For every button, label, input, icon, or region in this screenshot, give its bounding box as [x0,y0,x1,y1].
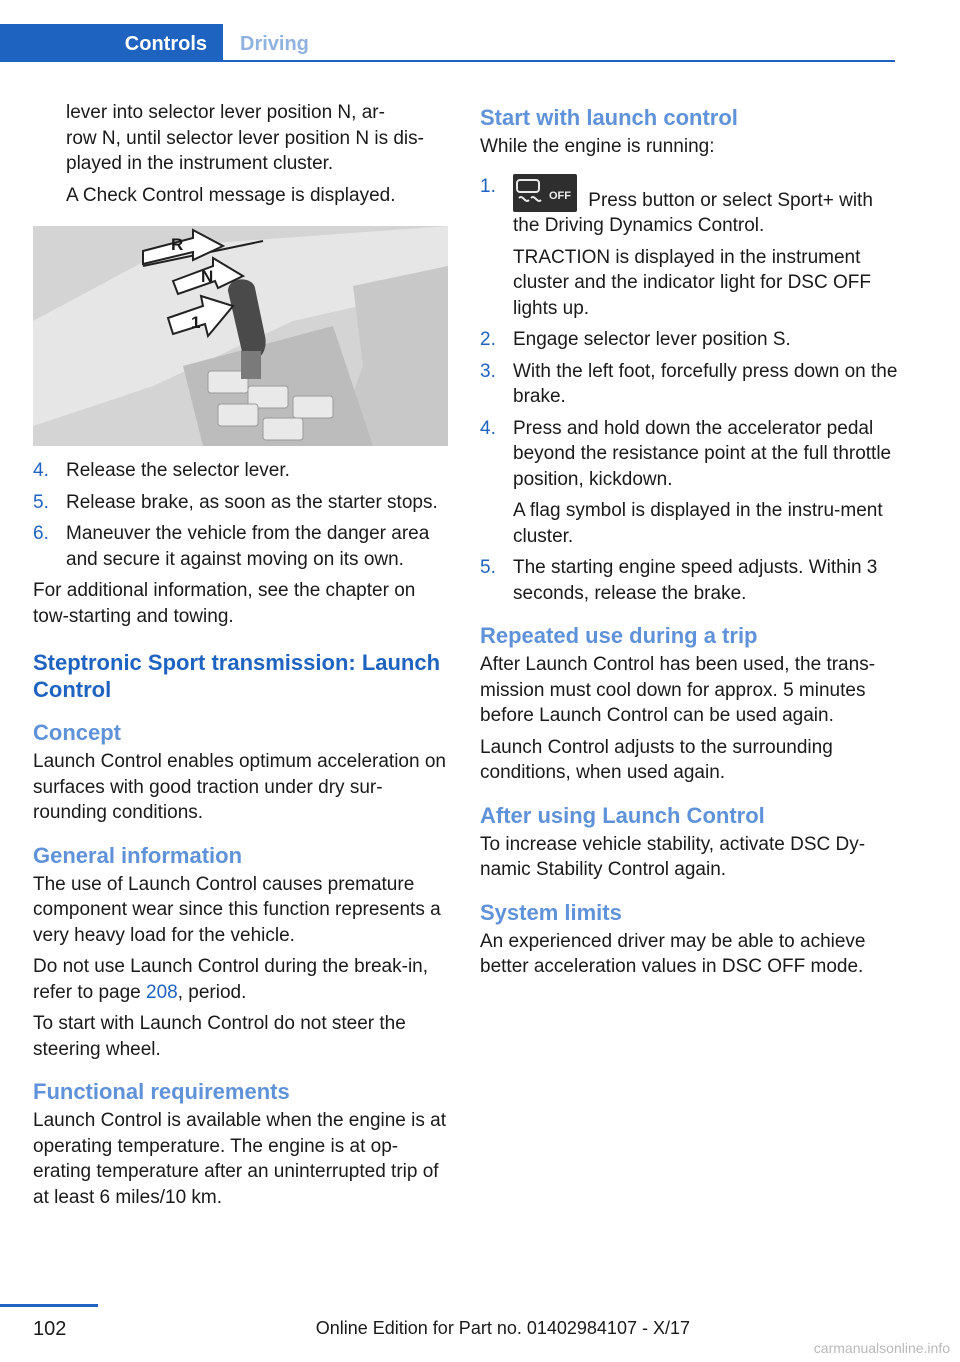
concept-text: Launch Control enables optimum acceleration on surfaces with good traction under dry sur-rounding conditions. [33,751,446,823]
while-running-text: While the engine is running: [480,136,715,157]
chapter-tabbar [0,0,895,62]
step-2 [480,327,900,353]
dsc-off-button-icon [513,174,577,212]
general-info-text: The use of Launch Control causes premature component wear since this function represents a very heavy load for the vehicle. [33,873,441,946]
after-using-heading: After using Launch Control [480,802,765,828]
dsc-off-label: OFF [549,189,571,202]
step-text: Press button or select Sport+ with the Driving Dynamics Control. [513,189,873,236]
concept-heading: Concept [33,720,121,745]
figure-label-1: 1 [191,313,201,332]
intro-paragraph [33,100,453,177]
step-4 [33,458,453,484]
system-limits-text: An experienced driver may be able to achieve better acceleration values in DSC OFF mode. [480,930,866,977]
step-text: Press and hold down the accelerator pedal beyond the resistance point at the full throttle position, kickdown. [513,417,892,490]
step-number: 4. [33,460,49,481]
additional-info-text: For additional information, see the chapter on tow-starting and towing. [33,580,416,627]
step-text: Release brake, as soon as the starter stops. [66,491,438,513]
section-title: Steptronic Sport transmission: Launch Control [33,650,441,702]
step-number: 1. [480,175,496,197]
step-number: 3. [480,360,496,382]
left-column [33,100,453,1216]
break-in-text-end: , period. [177,981,247,1003]
step-1 [480,174,900,322]
adjusts-text: Launch Control adjusts to the surrounding conditions, when used again. [480,736,833,783]
intro-line: lever into selector lever position N, ar- [66,102,385,123]
step-number: 2. [480,329,496,350]
step-3 [480,359,900,410]
step-5 [480,555,900,606]
start-launch-control-heading: Start with launch control [480,105,738,130]
figure-label-r: R [171,235,184,254]
step-subtext: A flag symbol is displayed in the instru-ment cluster. [513,500,883,547]
repeated-use-heading: Repeated use during a trip [480,623,758,648]
tab-controls[interactable]: Controls [0,24,223,62]
figure-label-n: N [201,267,214,286]
step-4 [480,416,900,550]
intro-line: played in the instrument cluster. [66,153,334,174]
general-info-heading: General information [33,842,243,868]
step-number: 5. [480,557,496,578]
step-6 [33,521,453,572]
intro-line: row N, until selector lever position N is dis- [66,127,424,149]
step-number: 4. [480,417,496,439]
selector-lever-illustration [33,226,448,446]
check-control-text: A Check Control message is displayed. [66,184,396,206]
footer-rule [0,1304,98,1307]
step-number: 6. [33,523,49,544]
step-text: Maneuver the vehicle from the danger area and secure it against moving on its own. [66,523,430,570]
tab-driving[interactable]: Driving [240,33,309,55]
watermark: carmanualsonline.info [813,1340,950,1356]
system-limits-heading: System limits [480,899,622,925]
break-in-text [33,954,453,1005]
step-text: Engage selector lever position S. [513,329,791,350]
header-divider [0,60,895,62]
steering-text: To start with Launch Control do not steer the steering wheel. [33,1013,406,1060]
repeated-use-text: After Launch Control has been used, the trans-mission must cool down for approx. 5 minutes before Launch Control can be used again. [480,654,876,726]
page-208-link[interactable]: 208 [146,981,178,1003]
break-in-text-start: Do not use Launch Control during the break-in, refer to page [33,956,429,1003]
step-text: With the left foot, forcefully press down on the brake. [513,360,898,407]
step-number: 5. [33,491,49,513]
edition-text: Online Edition for Part no. 01402984107 - X/17 [315,1318,690,1338]
step-5 [33,490,453,516]
after-using-text: To increase vehicle stability, activate DSC Dy-namic Stability Control again. [480,833,866,880]
step-subtext: TRACTION is displayed in the instrument cluster and the indicator light for DSC OFF lights up. [513,246,871,319]
selector-lever-figure [33,226,448,446]
step-text: Release the selector lever. [66,460,290,481]
functional-requirements-heading: Functional requirements [33,1079,290,1104]
page-number: 102 [33,1318,67,1340]
right-column [480,100,900,986]
step-text: The starting engine speed adjusts. Within 3 seconds, release the brake. [513,557,878,604]
functional-requirements-text: Launch Control is available when the engine is at operating temperature. The engine is at op-erating temperature after an uninterrupted trip of at least 6 miles/10 km. [33,1110,446,1208]
